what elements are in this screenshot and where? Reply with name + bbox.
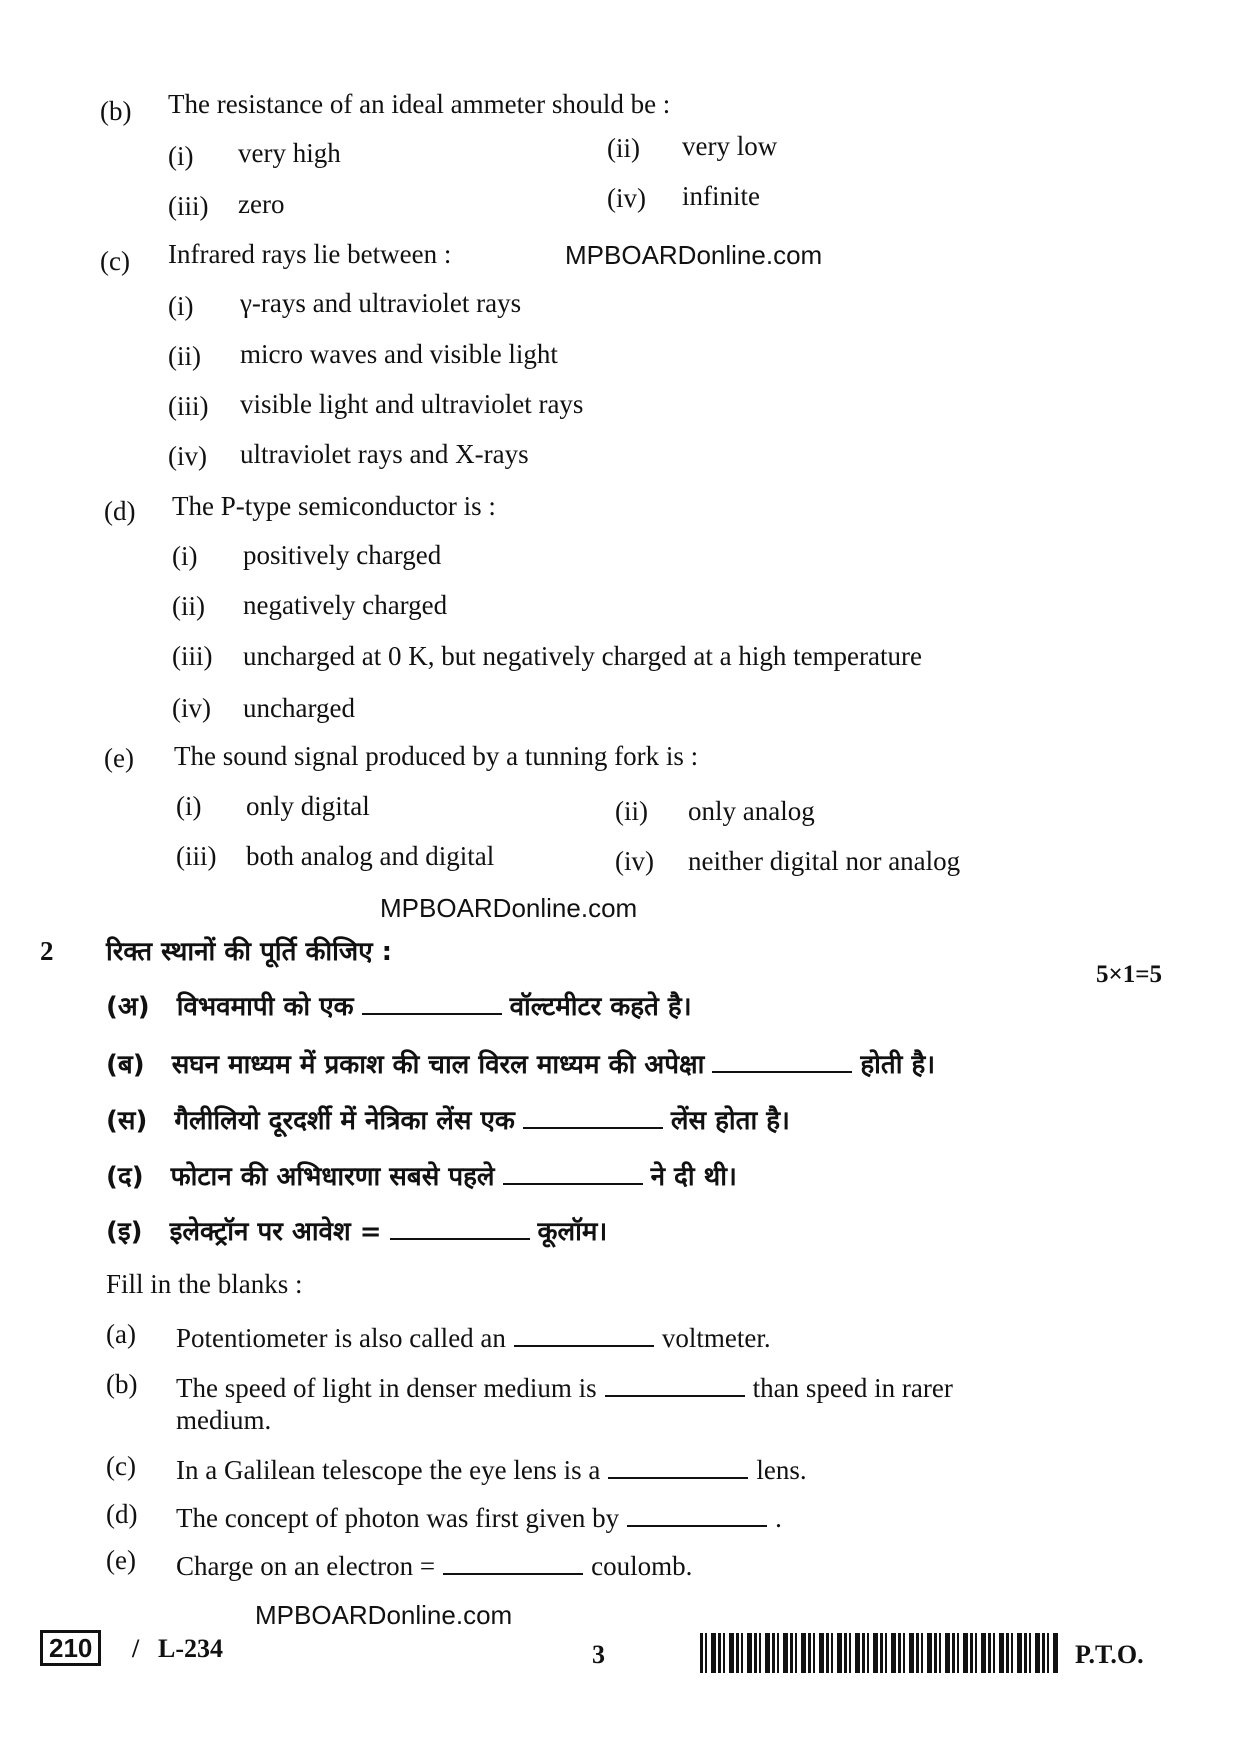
hindi-item-after: कूलॉम। bbox=[537, 1217, 608, 1247]
hindi-item bbox=[106, 1160, 737, 1194]
hindi-item-after: होती है। bbox=[860, 1050, 936, 1080]
question-text: The sound signal produced by a tunning fork is : bbox=[174, 741, 699, 771]
option-text: ultraviolet rays and X-rays bbox=[240, 439, 529, 469]
option-num: (iv) bbox=[607, 183, 646, 213]
hindi-heading: रिक्त स्थानों की पूर्ति कीजिए : bbox=[106, 937, 393, 967]
hindi-item-before: गैलीलियो दूरदर्शी में नेत्रिका लेंस एक bbox=[174, 1106, 515, 1136]
english-item-before: The speed of light in denser medium is bbox=[176, 1373, 597, 1403]
option-num: (i) bbox=[176, 791, 202, 821]
blank bbox=[605, 1375, 745, 1397]
hindi-item-label: (स) bbox=[106, 1106, 148, 1136]
option-text: only analog bbox=[688, 796, 815, 826]
box-code: 210 bbox=[40, 1630, 101, 1666]
option-text: uncharged bbox=[243, 693, 355, 723]
barcode bbox=[700, 1633, 1060, 1673]
hindi-item-before: विभवमापी को एक bbox=[176, 992, 354, 1022]
hindi-item-label: (अ) bbox=[106, 992, 150, 1022]
english-item-before: In a Galilean telescope the eye lens is a bbox=[176, 1455, 601, 1485]
question-label: (e) bbox=[104, 743, 134, 773]
watermark: MPBOARDonline.com bbox=[380, 893, 638, 923]
hindi-item bbox=[106, 1048, 935, 1082]
watermark: MPBOARDonline.com bbox=[255, 1600, 513, 1630]
option-text: only digital bbox=[246, 791, 370, 821]
option-text: uncharged at 0 K, but negatively charged at a high temperature bbox=[243, 641, 922, 671]
blank bbox=[362, 993, 502, 1015]
option-num: (ii) bbox=[607, 133, 640, 163]
blank bbox=[523, 1107, 663, 1129]
option-num: (iii) bbox=[172, 641, 213, 671]
english-item-label: (e) bbox=[106, 1545, 136, 1575]
hindi-item-after: वॉल्टमीटर कहते है। bbox=[509, 992, 692, 1022]
english-heading: Fill in the blanks : bbox=[106, 1269, 303, 1299]
option-text: positively charged bbox=[243, 540, 442, 570]
english-item-after: . bbox=[775, 1503, 782, 1533]
option-num: (iv) bbox=[168, 441, 207, 471]
option-text: both analog and digital bbox=[246, 841, 495, 871]
option-text: very high bbox=[238, 138, 341, 168]
english-item-after: voltmeter. bbox=[661, 1323, 771, 1353]
question-text: Infrared rays lie between : bbox=[168, 239, 452, 269]
option-num: (ii) bbox=[172, 591, 205, 621]
english-item-after: than speed in rarer bbox=[752, 1373, 953, 1403]
english-item-label: (b) bbox=[106, 1369, 138, 1399]
paper-code: L-234 bbox=[158, 1634, 223, 1663]
english-item bbox=[176, 1550, 692, 1582]
question-number: 2 bbox=[40, 936, 54, 966]
hindi-item-before: सघन माध्यम में प्रकाश की चाल विरल माध्यम की अपेक्षा bbox=[171, 1050, 705, 1080]
blank bbox=[627, 1505, 767, 1527]
option-text: γ-rays and ultraviolet rays bbox=[240, 288, 522, 318]
hindi-item-after: ने दी थी। bbox=[650, 1162, 737, 1192]
hindi-item-before: इलेक्ट्रॉन पर आवेश = bbox=[169, 1217, 382, 1247]
option-num: (i) bbox=[168, 291, 194, 321]
english-item-label: (d) bbox=[106, 1499, 138, 1529]
english-item-before: Charge on an electron = bbox=[176, 1551, 436, 1581]
english-item-label: (a) bbox=[106, 1319, 136, 1349]
blank bbox=[712, 1051, 852, 1073]
english-item bbox=[176, 1454, 807, 1486]
blank bbox=[514, 1325, 654, 1347]
option-num: (iv) bbox=[172, 693, 211, 723]
option-text: neither digital nor analog bbox=[688, 846, 961, 876]
page-number: 3 bbox=[592, 1640, 605, 1669]
english-item-after: lens. bbox=[756, 1455, 807, 1485]
question-label: (c) bbox=[100, 246, 130, 276]
hindi-item bbox=[106, 1215, 607, 1249]
english-item-before: Potentiometer is also called an bbox=[176, 1323, 506, 1353]
hindi-item-after: लेंस होता है। bbox=[670, 1106, 790, 1136]
option-num: (iii) bbox=[168, 391, 209, 421]
watermark: MPBOARDonline.com bbox=[565, 240, 823, 270]
option-text: zero bbox=[238, 189, 285, 219]
question-label: (b) bbox=[100, 96, 132, 126]
option-text: very low bbox=[682, 131, 778, 161]
english-item-line2: medium. bbox=[176, 1405, 272, 1435]
english-item bbox=[176, 1322, 771, 1354]
option-text: visible light and ultraviolet rays bbox=[240, 389, 584, 419]
option-text: micro waves and visible light bbox=[240, 339, 558, 369]
hindi-item-label: (द) bbox=[106, 1162, 144, 1192]
hindi-item-label: (ब) bbox=[106, 1050, 145, 1080]
option-num: (iii) bbox=[176, 841, 217, 871]
option-num: (ii) bbox=[615, 796, 648, 826]
marks: 5×1=5 bbox=[1096, 961, 1162, 988]
option-num: (i) bbox=[168, 141, 194, 171]
option-text: negatively charged bbox=[243, 590, 448, 620]
question-text: The resistance of an ideal ammeter should be : bbox=[168, 89, 671, 119]
question-text: The P-type semiconductor is : bbox=[172, 491, 496, 521]
option-text: infinite bbox=[682, 181, 760, 211]
hindi-item bbox=[106, 1104, 790, 1138]
english-item-label: (c) bbox=[106, 1451, 136, 1481]
hindi-item bbox=[106, 990, 692, 1024]
english-item-before: The concept of photon was first given by bbox=[176, 1503, 620, 1533]
option-num: (ii) bbox=[168, 341, 201, 371]
option-num: (i) bbox=[172, 541, 198, 571]
question-label: (d) bbox=[104, 496, 136, 526]
blank bbox=[503, 1163, 643, 1185]
pto-label: P.T.O. bbox=[1075, 1640, 1144, 1669]
blank bbox=[443, 1553, 583, 1575]
blank bbox=[608, 1457, 748, 1479]
blank bbox=[390, 1218, 530, 1240]
english-item bbox=[176, 1502, 782, 1534]
footer-slash: / bbox=[132, 1634, 140, 1663]
option-num: (iii) bbox=[168, 191, 209, 221]
option-num: (iv) bbox=[615, 846, 654, 876]
hindi-item-before: फोटान की अभिधारणा सबसे पहले bbox=[170, 1162, 495, 1192]
english-item bbox=[176, 1372, 953, 1404]
english-item-after: coulomb. bbox=[591, 1551, 693, 1581]
hindi-item-label: (इ) bbox=[106, 1217, 143, 1247]
